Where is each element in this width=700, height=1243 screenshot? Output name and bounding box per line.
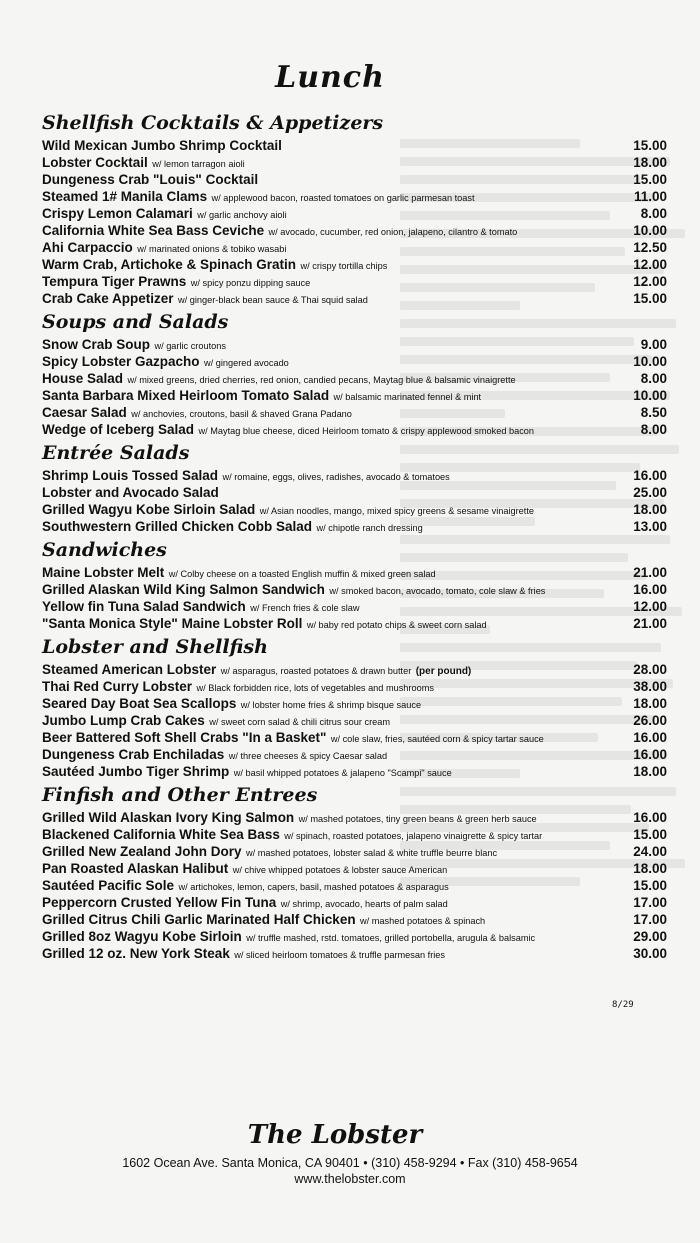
item-description: w/ sliced heirloom tomatoes & truffle parmesan fries [234, 950, 446, 960]
item-description: w/ basil whipped potatoes & jalapeno "Scampi" sauce [233, 768, 452, 778]
item-price: 10.00 [633, 223, 667, 238]
menu-item [42, 826, 667, 843]
item-text [42, 404, 352, 421]
item-price: 30.00 [633, 946, 667, 961]
item-price: 16.00 [633, 730, 667, 745]
menu-item [42, 353, 667, 370]
item-price: 16.00 [633, 747, 667, 762]
item-description: w/ three cheeses & spicy Caesar salad [228, 751, 388, 761]
item-name: Spicy Lobster Gazpacho [42, 354, 200, 369]
item-text [42, 877, 449, 894]
item-description: w/ Colby cheese on a toasted English muffin & mixed green salad [168, 569, 436, 579]
item-description: w/ gingered avocado [204, 358, 289, 368]
menu-item [42, 404, 667, 421]
item-name: Sautéed Pacific Sole [42, 878, 175, 893]
item-name: Lobster and Avocado Salad [42, 485, 219, 500]
item-description: w/ romaine, eggs, olives, radishes, avocado & tomatoes [222, 472, 450, 482]
item-name: Grilled New Zealand John Dory [42, 844, 242, 859]
item-price: 18.00 [633, 696, 667, 711]
item-description: w/ baby red potato chips & sweet corn salad [306, 620, 487, 630]
item-name: Southwestern Grilled Chicken Cobb Salad [42, 519, 313, 534]
item-price: 8.00 [640, 206, 667, 221]
menu-item [42, 154, 667, 171]
item-price: 10.00 [633, 388, 667, 403]
item-unit: (per pound) [415, 666, 472, 677]
item-price: 26.00 [633, 713, 667, 728]
item-price: 24.00 [633, 844, 667, 859]
item-name: Yellow fin Tuna Salad Sandwich [42, 599, 246, 614]
item-price: 16.00 [633, 810, 667, 825]
menu-item [42, 137, 667, 154]
item-name: Grilled Wagyu Kobe Sirloin Salad [42, 502, 256, 517]
restaurant-name: The Lobster [247, 1120, 423, 1150]
menu-item [42, 746, 667, 763]
menu-item [42, 518, 667, 535]
item-name: Blackened California White Sea Bass [42, 827, 280, 842]
item-text [42, 222, 517, 239]
menu-item [42, 661, 667, 678]
item-description: w/ crispy tortilla chips [300, 261, 388, 271]
item-name: Warm Crab, Artichoke & Spinach Gratin [42, 257, 297, 272]
item-name: Peppercorn Crusted Yellow Fin Tuna [42, 895, 277, 910]
item-text [42, 370, 516, 387]
item-price: 12.00 [633, 599, 667, 614]
item-price: 12.50 [633, 240, 667, 255]
item-description: w/ mashed potatoes & spinach [360, 916, 486, 926]
menu-section [42, 440, 667, 535]
menu-item [42, 695, 667, 712]
item-price: 18.00 [633, 155, 667, 170]
item-description: w/ asparagus, roasted potatoes & drawn butter [220, 666, 412, 676]
item-name: House Salad [42, 371, 124, 386]
menu-section [42, 782, 667, 962]
item-price: 17.00 [633, 912, 667, 927]
item-text [42, 518, 423, 535]
item-text [42, 484, 219, 501]
menu-item [42, 273, 667, 290]
item-name: Dungeness Crab "Louis" Cocktail [42, 172, 259, 187]
item-price: 8.00 [640, 371, 667, 386]
menu-item [42, 421, 667, 438]
item-name: Seared Day Boat Sea Scallops [42, 696, 237, 711]
item-text [42, 188, 475, 205]
item-description: w/ Black forbidden rice, lots of vegetables and mushrooms [196, 683, 434, 693]
menu-item [42, 290, 667, 307]
footer [0, 1120, 700, 1186]
menu-item [42, 843, 667, 860]
item-name: Snow Crab Soup [42, 337, 150, 352]
item-price: 15.00 [633, 172, 667, 187]
item-text [42, 564, 436, 581]
item-price: 15.00 [633, 138, 667, 153]
item-name: Lobster Cocktail [42, 155, 148, 170]
item-text [42, 826, 542, 843]
item-name: Grilled Wild Alaskan Ivory King Salmon [42, 810, 295, 825]
item-name: Maine Lobster Melt [42, 565, 165, 580]
item-text [42, 598, 360, 615]
item-name: Wild Mexican Jumbo Shrimp Cocktail [42, 138, 282, 153]
item-price: 11.00 [633, 189, 667, 204]
item-text [42, 911, 485, 928]
menu-item [42, 171, 667, 188]
item-price: 8.50 [640, 405, 667, 420]
item-name: Tempura Tiger Prawns [42, 274, 187, 289]
item-price: 12.00 [633, 257, 667, 272]
item-description: w/ garlic croutons [154, 341, 226, 351]
section-title: Entrée Salads [42, 442, 190, 464]
menu-section [42, 110, 667, 307]
item-description: w/ garlic anchovy aioli [197, 210, 287, 220]
menu-item [42, 387, 667, 404]
item-text [42, 678, 434, 695]
item-price: 15.00 [633, 827, 667, 842]
item-text [42, 353, 289, 370]
item-name: Crispy Lemon Calamari [42, 206, 193, 221]
item-price: 17.00 [633, 895, 667, 910]
menu-item [42, 894, 667, 911]
menu-item [42, 256, 667, 273]
item-name: Steamed 1# Manila Clams [42, 189, 208, 204]
item-name: Ahi Carpaccio [42, 240, 133, 255]
item-name: Steamed American Lobster [42, 662, 217, 677]
item-description: w/ Asian noodles, mango, mixed spicy greens & sesame vinaigrette [259, 506, 534, 516]
item-name: California White Sea Bass Ceviche [42, 223, 265, 238]
menu-item [42, 222, 667, 239]
address: 1602 Ocean Ave. Santa Monica, CA 90401 • (310) 458-9294 • Fax (310) 458-9654 [122, 1156, 578, 1170]
item-name: Grilled Alaskan Wild King Salmon Sandwich [42, 582, 325, 597]
item-description: w/ applewood bacon, roasted tomatoes on garlic parmesan toast [211, 193, 475, 203]
item-text [42, 695, 421, 712]
item-description: w/ lemon tarragon aioli [152, 159, 245, 169]
item-text [42, 387, 481, 404]
item-name: Crab Cake Appetizer [42, 291, 174, 306]
item-price: 28.00 [633, 662, 667, 677]
item-name: Dungeness Crab Enchiladas [42, 747, 225, 762]
menu-item [42, 809, 667, 826]
menu-item [42, 501, 667, 518]
menu-item [42, 598, 667, 615]
item-description: w/ sweet corn salad & chili citrus sour cream [209, 717, 390, 727]
item-price: 16.00 [633, 468, 667, 483]
item-price: 25.00 [633, 485, 667, 500]
menu [42, 108, 667, 962]
item-price: 15.00 [633, 291, 667, 306]
item-name: Grilled 12 oz. New York Steak [42, 946, 230, 961]
menu-item [42, 928, 667, 945]
menu-item [42, 239, 667, 256]
item-description: w/ mashed potatoes, lobster salad & white truffle beurre blanc [246, 848, 498, 858]
item-name: Grilled Citrus Chili Garlic Marinated Half Chicken [42, 912, 356, 927]
item-name: "Santa Monica Style" Maine Lobster Roll [42, 616, 303, 631]
menu-section [42, 309, 667, 438]
item-text [42, 928, 535, 945]
item-description: w/ chipotle ranch dressing [316, 523, 423, 533]
item-text [42, 860, 447, 877]
item-text [42, 712, 390, 729]
item-text [42, 256, 387, 273]
section-title: Finfish and Other Entrees [42, 784, 318, 806]
item-price: 8.00 [640, 422, 667, 437]
item-description: w/ shrimp, avocado, hearts of palm salad [280, 899, 448, 909]
item-price: 12.00 [633, 274, 667, 289]
item-text [42, 615, 487, 632]
item-price: 29.00 [633, 929, 667, 944]
item-name: Thai Red Curry Lobster [42, 679, 193, 694]
item-name: Santa Barbara Mixed Heirloom Tomato Salad [42, 388, 330, 403]
menu-item [42, 564, 667, 581]
item-description: w/ mixed greens, dried cherries, red onion, candied pecans, Maytag blue & balsamic vinaigrette [127, 375, 516, 385]
item-description: w/ spinach, roasted potatoes, jalapeno vinaigrette & spicy tartar [284, 831, 543, 841]
section-title: Soups and Salads [42, 311, 229, 333]
item-text [42, 239, 286, 256]
item-text [42, 290, 368, 307]
item-description: w/ mashed potatoes, tiny green beans & green herb sauce [298, 814, 537, 824]
item-text [42, 273, 310, 290]
item-text [42, 661, 471, 678]
item-price: 21.00 [633, 616, 667, 631]
item-description: w/ artichokes, lemon, capers, basil, mashed potatoes & asparagus [178, 882, 449, 892]
menu-item [42, 336, 667, 353]
item-name: Wedge of Iceberg Salad [42, 422, 195, 437]
website: www.thelobster.com [294, 1172, 406, 1186]
menu-item [42, 370, 667, 387]
item-price: 18.00 [633, 764, 667, 779]
menu-item [42, 763, 667, 780]
menu-item [42, 911, 667, 928]
item-name: Beer Battered Soft Shell Crabs "In a Basket" [42, 730, 327, 745]
item-text [42, 137, 282, 154]
menu-item [42, 188, 667, 205]
item-name: Grilled 8oz Wagyu Kobe Sirloin [42, 929, 242, 944]
item-price: 15.00 [633, 878, 667, 893]
item-price: 9.00 [640, 337, 667, 352]
item-text [42, 421, 534, 438]
item-name: Sautéed Jumbo Tiger Shrimp [42, 764, 230, 779]
item-name: Jumbo Lump Crab Cakes [42, 713, 205, 728]
menu-item [42, 860, 667, 877]
item-price: 18.00 [633, 502, 667, 517]
item-price: 16.00 [633, 582, 667, 597]
item-name: Caesar Salad [42, 405, 127, 420]
section-title: Shellfish Cocktails & Appetizers [42, 112, 384, 134]
item-description: w/ anchovies, croutons, basil & shaved Grana Padano [131, 409, 352, 419]
menu-item [42, 712, 667, 729]
item-description: w/ avocado, cucumber, red onion, jalapeno, cilantro & tomato [268, 227, 518, 237]
item-name: Pan Roasted Alaskan Halibut [42, 861, 229, 876]
page-title: Lunch [275, 60, 385, 95]
item-text [42, 154, 245, 171]
item-description: w/ lobster home fries & shrimp bisque sauce [240, 700, 422, 710]
item-price: 13.00 [633, 519, 667, 534]
item-price: 18.00 [633, 861, 667, 876]
menu-item [42, 945, 667, 962]
item-price: 21.00 [633, 565, 667, 580]
item-text [42, 809, 537, 826]
handwritten-note: 8/29 [612, 1000, 634, 1010]
menu-item [42, 615, 667, 632]
menu-item [42, 581, 667, 598]
item-name: Shrimp Louis Tossed Salad [42, 468, 219, 483]
item-text [42, 336, 226, 353]
item-description: w/ Maytag blue cheese, diced Heirloom tomato & crispy applewood smoked bacon [198, 426, 535, 436]
item-text [42, 894, 448, 911]
item-text [42, 205, 287, 222]
menu-item [42, 877, 667, 894]
item-price: 38.00 [633, 679, 667, 694]
menu-section [42, 634, 667, 780]
item-description: w/ French fries & cole slaw [250, 603, 360, 613]
item-description: w/ spicy ponzu dipping sauce [190, 278, 311, 288]
item-text [42, 467, 450, 484]
item-description: w/ truffle mashed, rstd. tomatoes, grilled portobella, arugula & balsamic [246, 933, 536, 943]
section-title: Sandwiches [42, 539, 167, 561]
menu-item [42, 205, 667, 222]
item-text [42, 729, 544, 746]
item-description: w/ balsamic marinated fennel & mint [333, 392, 482, 402]
item-description: w/ smoked bacon, avocado, tomato, cole slaw & fries [329, 586, 546, 596]
menu-item [42, 678, 667, 695]
item-description: w/ marinated onions & tobiko wasabi [137, 244, 287, 254]
item-text [42, 945, 445, 962]
item-text [42, 581, 545, 598]
item-description: w/ chive whipped potatoes & lobster sauce American [232, 865, 448, 875]
section-title: Lobster and Shellfish [42, 636, 268, 658]
item-price: 10.00 [633, 354, 667, 369]
item-description: w/ ginger-black bean sauce & Thai squid salad [178, 295, 368, 305]
item-text [42, 746, 387, 763]
menu-item [42, 729, 667, 746]
item-text [42, 843, 497, 860]
item-text [42, 501, 534, 518]
item-description: w/ cole slaw, fries, sautéed corn & spicy tartar sauce [330, 734, 544, 744]
item-text [42, 763, 452, 780]
item-text [42, 171, 258, 188]
menu-section [42, 537, 667, 632]
menu-item [42, 484, 667, 501]
menu-item [42, 467, 667, 484]
